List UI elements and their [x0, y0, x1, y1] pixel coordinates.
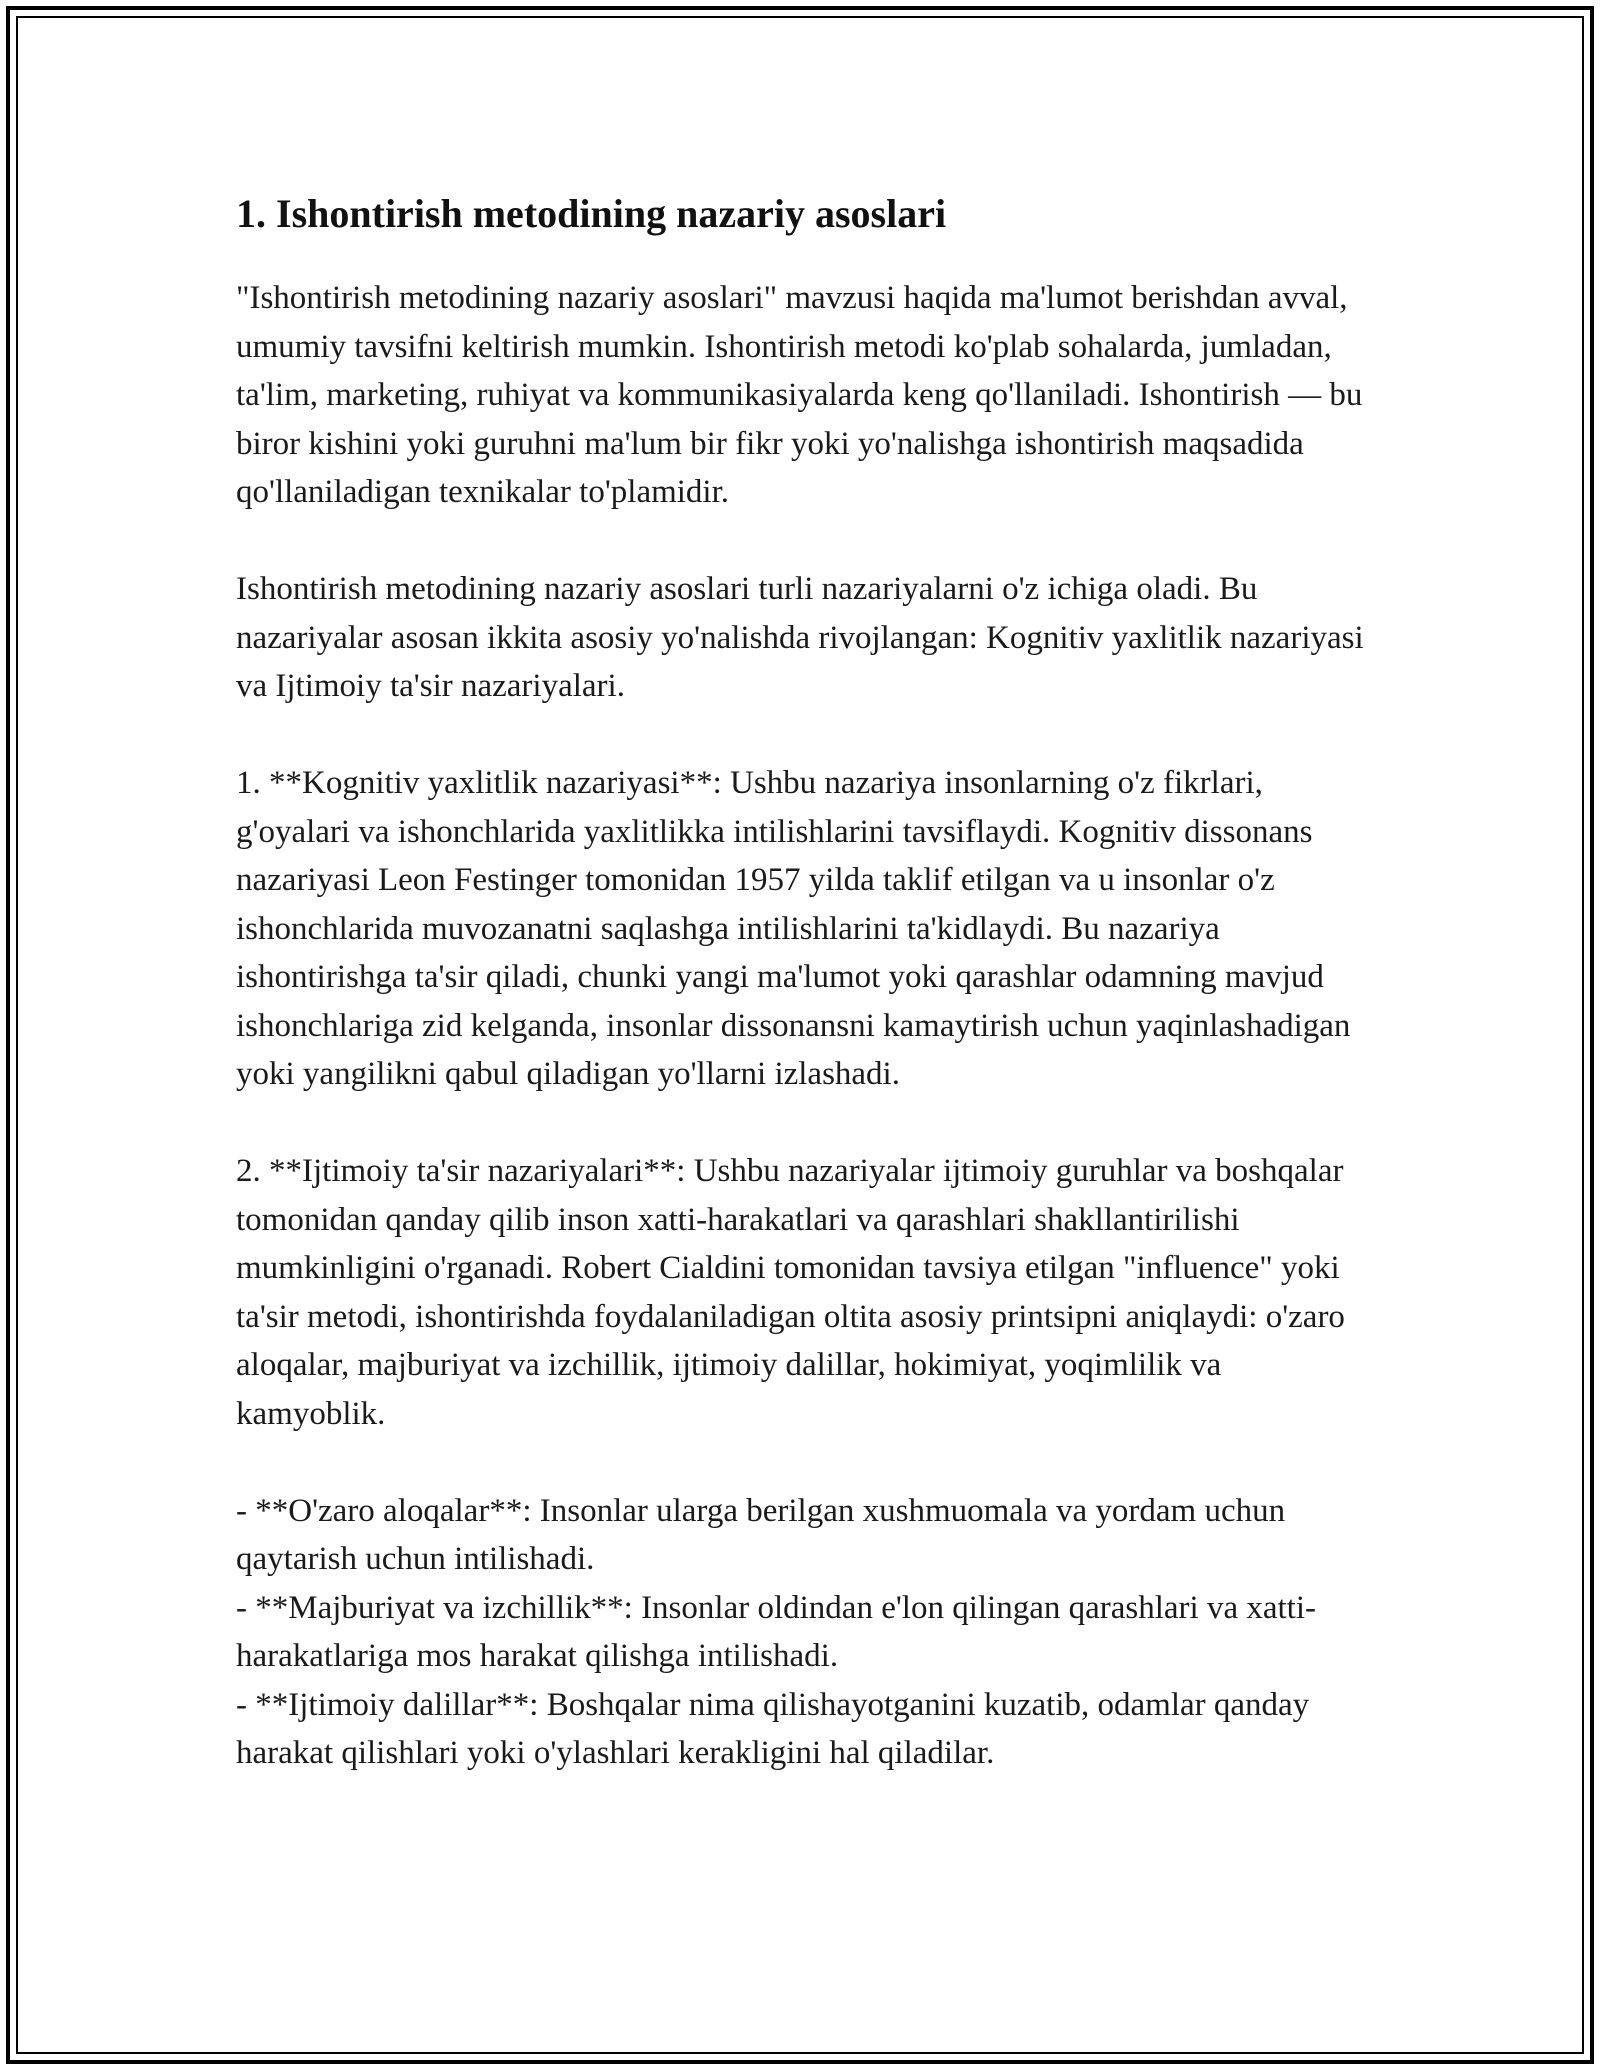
- paragraph-gap: [236, 1099, 1366, 1148]
- paragraph-social-influence: 2. **Ijtimoiy ta'sir nazariyalari**: Ushbu nazariyalar ijtimoiy guruhlar va boshqalar tomonidan qanday qilib inson xatti-harakatlari va qarashlari shakllantirilishi mumkinligini o'rganadi. Robert Cialdini tomonidan tavsiya etilgan "influence" yoki ta'sir metodi, ishontirishda foydalaniladigan oltita asosiy printsipni aniqlaydi: o'zaro aloqalar, majburiyat va izchillik, ijtimoiy dalillar, hokimiyat, yoqimlilik va kamyoblik.: [236, 1153, 1345, 1432]
- paragraph-cognitive-theory: 1. **Kognitiv yaxlitlik nazariyasi**: Ushbu nazariya insonlarning o'z fikrlari, g'oyalari va ishonchlarida yaxlitlikka intilishlarini tavsiflaydi. Kognitiv dissonans nazariyasi Leon Festinger tomonidan 1957 yilda taklif etilgan va u insonlar o'z ishonchlarida muvozanatni saqlashga intilishlarini ta'kidlaydi. Bu nazariya ishontirishga ta'sir qiladi, chunki yangi ma'lumot yoki qarashlar odamning mavjud ishonchlariga zid kelganda, insonlar dissonansni kamaytirish uchun yaqinlashadigan yoki yangilikni qabul qiladigan yo'llarni izlashadi.: [236, 765, 1351, 1092]
- bullet-commitment: - **Majburiyat va izchillik**: Insonlar oldindan e'lon qilingan qarashlari va xatti-harakatlariga mos harakat qilishga intilishadi.: [236, 1589, 1316, 1674]
- paragraph-theories: Ishontirish metodining nazariy asoslari turli nazariyalarni o'z ichiga oladi. Bu nazariyalar asosan ikkita asosiy yo'nalishda rivojlangan: Kognitiv yaxlitlik nazariyasi va Ijtimoiy ta'sir nazariyalari.: [236, 571, 1364, 704]
- bullet-reciprocity: - **O'zaro aloqalar**: Insonlar ularga berilgan xushmuomala va yordam uchun qaytarish uchun intilishadi.: [236, 1492, 1286, 1577]
- paragraph-gap: [236, 517, 1366, 566]
- document-title: 1. Ishontirish metodining nazariy asoslari: [236, 191, 947, 236]
- paragraph-intro: "Ishontirish metodining nazariy asoslari" mavzusi haqida ma'lumot berishdan avval, umumiy tavsifni keltirish mumkin. Ishontirish metodi ko'plab sohalarda, jumladan, ta'lim, marketing, ruhiyat va kommunikasiyalarda keng qo'llaniladi. Ishontirish — bu biror kishini yoki guruhni ma'lum bir fikr yoki yo'nalishga ishontirish maqsadida qo'llaniladigan texnikalar to'plamidir.: [236, 280, 1363, 510]
- paragraph-gap: [236, 711, 1366, 760]
- paragraph-gap: [236, 1438, 1366, 1487]
- document-body: [236, 186, 1366, 1778]
- bullet-social-proof: - **Ijtimoiy dalillar**: Boshqalar nima qilishayotganini kuzatib, odamlar qanday harakat qilishlari yoki o'ylashlari kerakligini hal qiladilar.: [236, 1686, 1310, 1771]
